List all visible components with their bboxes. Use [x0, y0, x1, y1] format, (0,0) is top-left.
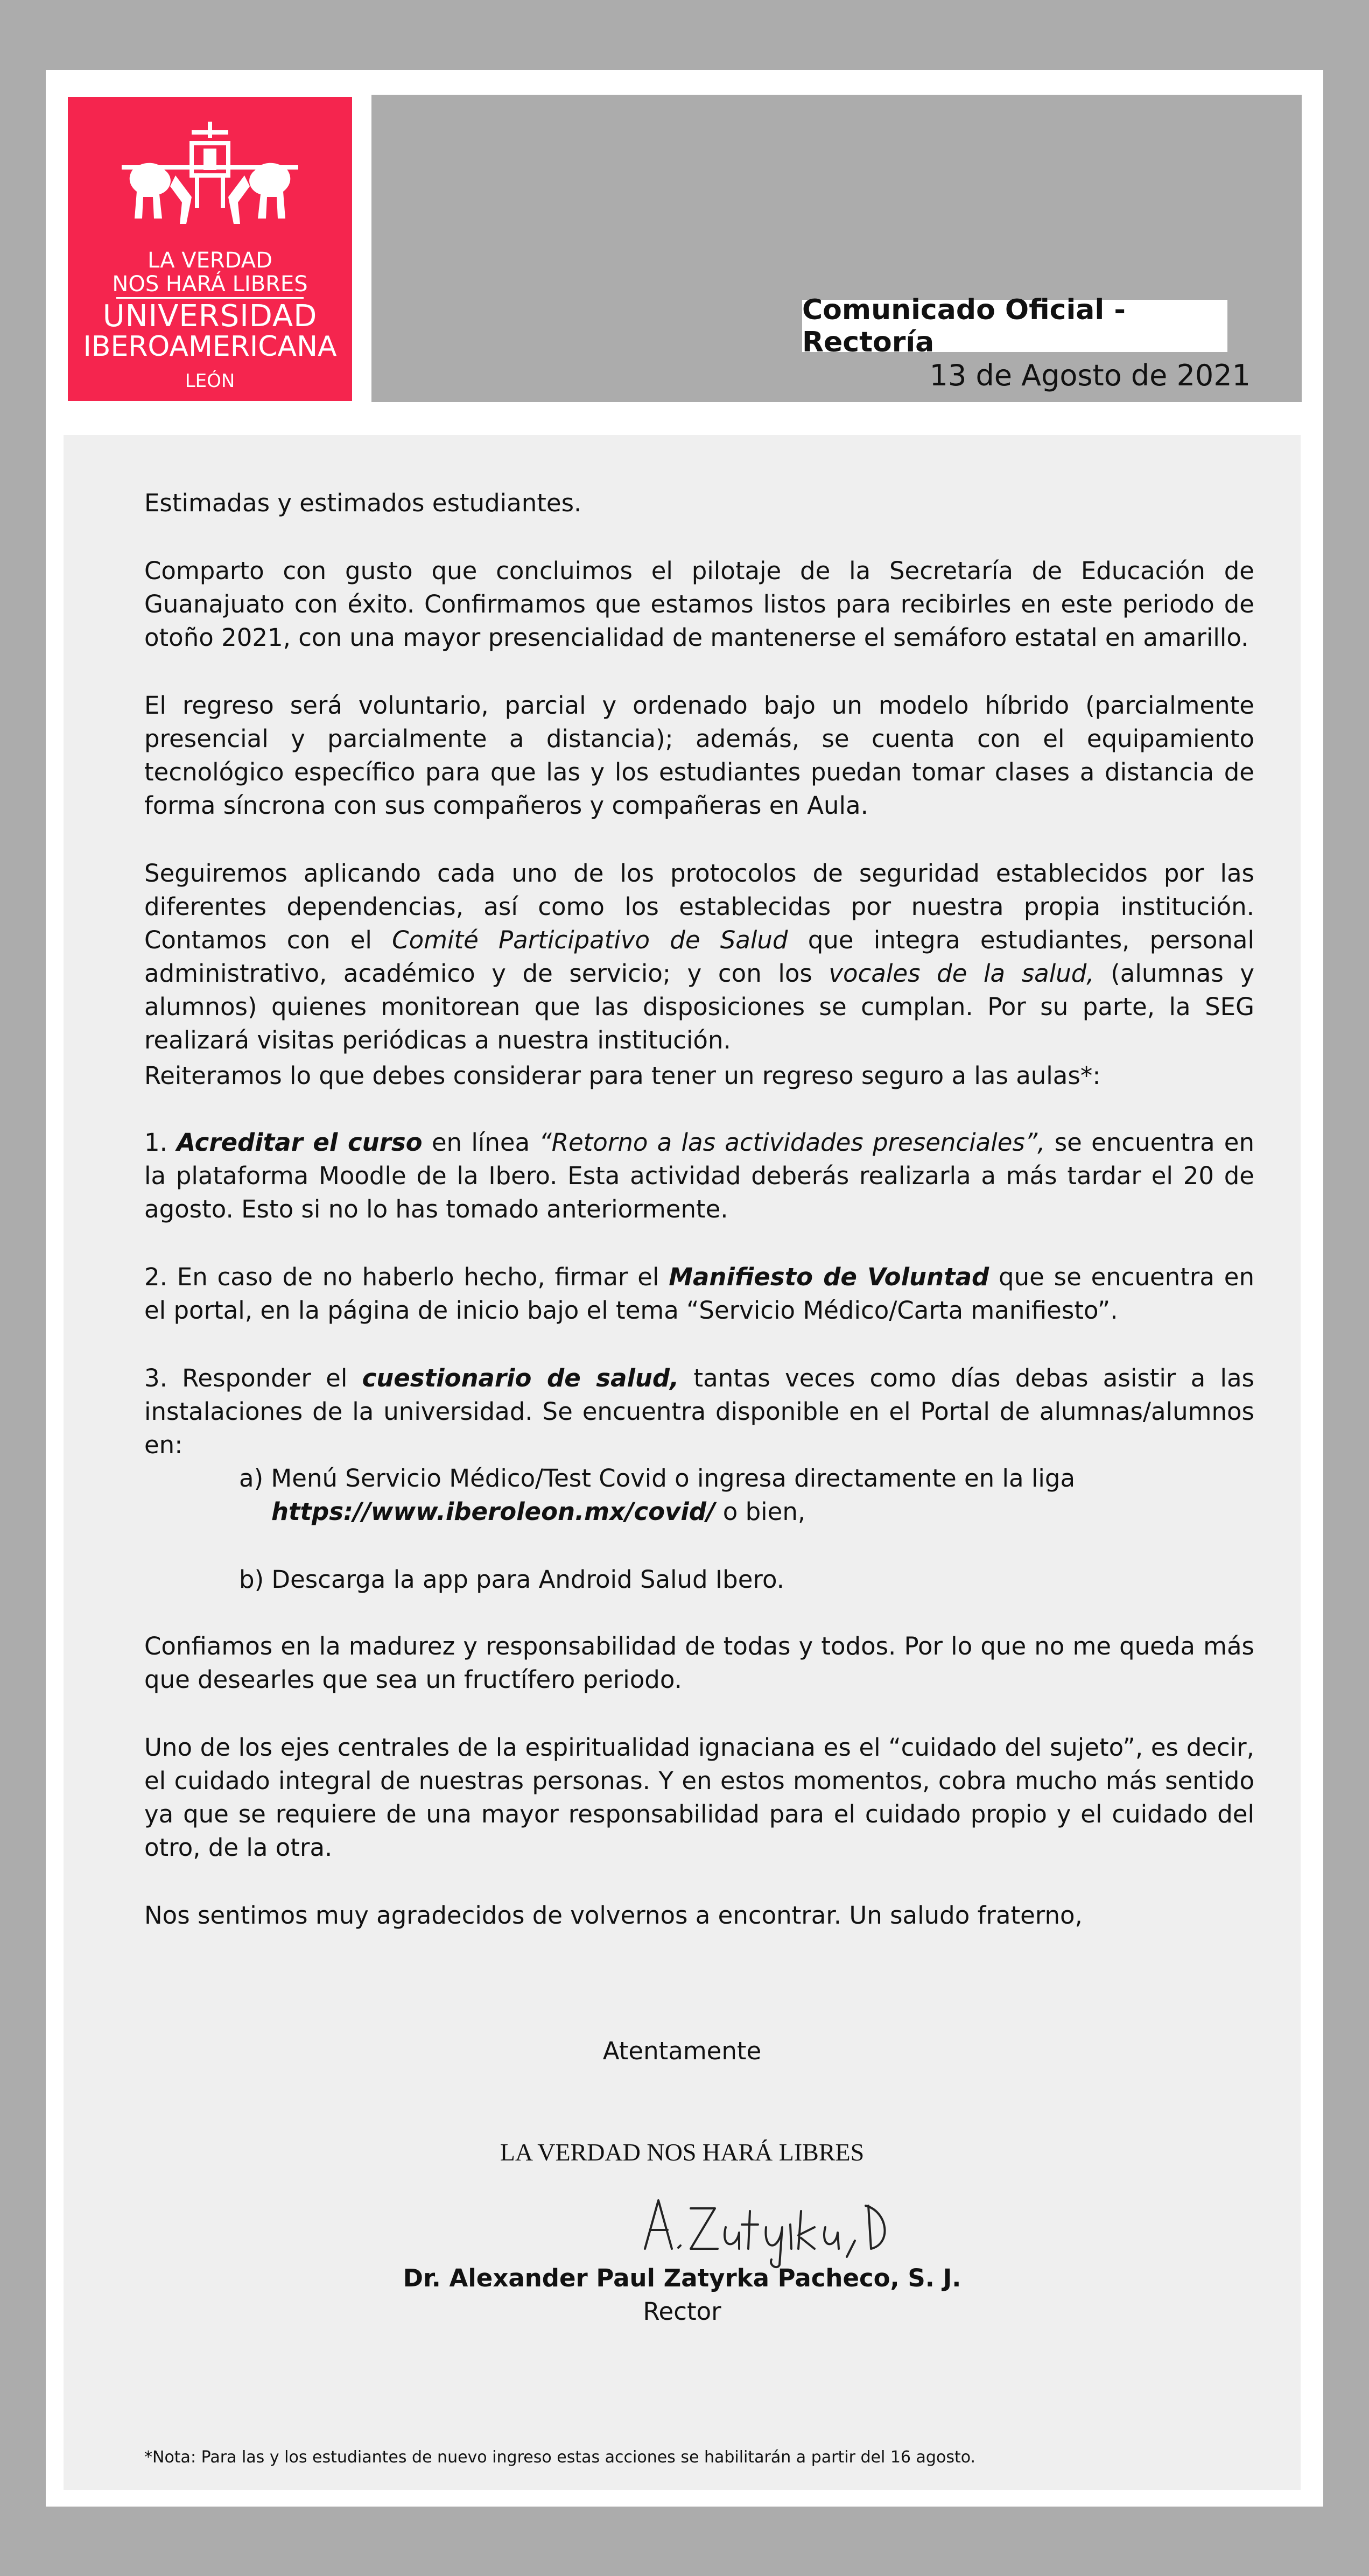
item-1-bold: Acreditar el curso: [177, 1128, 423, 1157]
paragraph-3-text-c: que integra estudiantes, personal administrativo, académico y de servicio; y con los: [144, 926, 1255, 988]
paragraph-3-text-e: (alumnas y alumnos) quienes monitorean que las disposiciones se cumplan. Por su parte, la SEG realizará visitas periódicas a nuestra institución.: [144, 959, 1255, 1054]
paragraph-3-text-a: Seguiremos aplicando cada uno de los protocolos de seguridad establecidos por las diferentes dependencias, así como los establecidas por nuestra propia institución. Contamos con el: [144, 859, 1254, 954]
item-1-text-b: se encuentra en la plataforma Moodle de la Ibero. Esta actividad deberás realizarla a más tardar el 20 de agosto. Esto si no lo has tomado anteriormente.: [144, 1128, 1255, 1223]
paragraph-3-committee: Comité Participativo de Salud: [392, 926, 788, 954]
signatory-role: Rector: [643, 2297, 721, 2326]
paragraph-5: Confiamos en la madurez y responsabilidad de todas y todos. Por lo que no me queda más que desearles que sea un fructífero periodo.: [144, 1632, 1254, 1694]
item-1-course-name: “Retorno a las actividades presenciales”,: [539, 1128, 1045, 1157]
sub-item-b: b) Descarga la app para Android Salud Ibero.: [239, 1565, 784, 1594]
header-band: [371, 95, 1302, 402]
covid-link[interactable]: https://www.iberoleon.mx/covid/: [271, 1497, 715, 1526]
list-item-1: [144, 1126, 1254, 1226]
greeting: Estimadas y estimados estudiantes.: [144, 489, 582, 517]
closing-motto: LA VERDAD NOS HARÁ LIBRES: [500, 2138, 865, 2166]
item-2-bold: Manifiesto de Voluntad: [669, 1263, 989, 1291]
signatory-name: Dr. Alexander Paul Zatyrka Pacheco, S. J.: [403, 2264, 961, 2292]
sub-item-a-line1: a) Menú Servicio Médico/Test Covid o ingresa directamente en la liga: [239, 1464, 1076, 1493]
item-2-text-a: 2. En caso de no haberlo hecho, firmar el: [144, 1263, 669, 1291]
footnote: *Nota: Para las y los estudiantes de nuevo ingreso estas acciones se habilitarán a partir del 16 agosto.: [144, 2448, 976, 2467]
signature: [634, 2190, 903, 2270]
paragraph-7: Nos sentimos muy agradecidos de volvernos a encontrar. Un saludo fraterno,: [144, 1901, 1083, 1930]
sub-item-a-line2: [239, 1495, 1262, 1529]
item-2-text-b: que se encuentra en el portal, en la página de inicio bajo el tema “Servicio Médico/Carta manifiesto”.: [144, 1263, 1255, 1325]
paragraph-4: Reiteramos lo que debes considerar para tener un regreso seguro a las aulas*:: [144, 1061, 1101, 1090]
logo-city: LEÓN: [185, 370, 235, 392]
paragraph-6: Uno de los ejes centrales de la espiritualidad ignaciana es el “cuidado del sujeto”, es decir, el cuidado integral de nuestras personas. Y en estos momentos, cobra mucho más sentido ya que se requiere de una mayor responsabilidad para el cuidado propio y el cuidado del otro, de la otra.: [144, 1733, 1254, 1862]
closing-regards: Atentamente: [602, 2037, 762, 2065]
logo-university-line2: IBEROAMERICANA: [83, 330, 337, 363]
document-date: 13 de Agosto de 2021: [929, 358, 1251, 392]
sub-item-a-tail: o bien,: [715, 1497, 806, 1526]
paragraph-1: Comparto con gusto que concluimos el pilotaje de la Secretaría de Educación de Guanajuato con éxito. Confirmamos que estamos listos para recibirles en este periodo de otoño 2021, con una mayor presencialidad de mantenerse el semáforo estatal en amarillo.: [144, 557, 1254, 652]
list-item-2: [144, 1261, 1254, 1327]
item-1-number: 1.: [144, 1128, 177, 1157]
coat-of-arms-icon: [111, 116, 309, 235]
list-item-3: [144, 1362, 1254, 1462]
paragraph-3: [144, 857, 1254, 1057]
item-1-text-a: en línea: [422, 1128, 539, 1157]
university-logo: [68, 97, 352, 401]
item-3-text-b: tantas veces como días debas asistir a las instalaciones de la universidad. Se encuentra disponible en el Portal de alumnas/alumnos en:: [144, 1364, 1254, 1459]
paragraph-3-vocales: vocales de la salud,: [829, 959, 1094, 988]
paragraph-2: El regreso será voluntario, parcial y ordenado bajo un modelo híbrido (parcialmente presencial y parcialmente a distancia); además, se cuenta con el equipamiento tecnológico específico para que las y los estudiantes puedan tomar clases a distancia de forma síncrona con sus compañeros y compañeras en Aula.: [144, 691, 1254, 820]
document-title: Comunicado Oficial - Rectoría: [802, 300, 1227, 352]
item-3-bold: cuestionario de salud,: [362, 1364, 679, 1392]
logo-motto-line2: NOS HARÁ LIBRES: [112, 272, 308, 297]
letter-body: [64, 435, 1301, 2490]
sub-item-a: [239, 1462, 1262, 1529]
logo-motto-line1: LA VERDAD: [148, 248, 272, 273]
item-3-text-a: 3. Responder el: [144, 1364, 362, 1392]
logo-university-line1: UNIVERSIDAD: [102, 299, 318, 334]
